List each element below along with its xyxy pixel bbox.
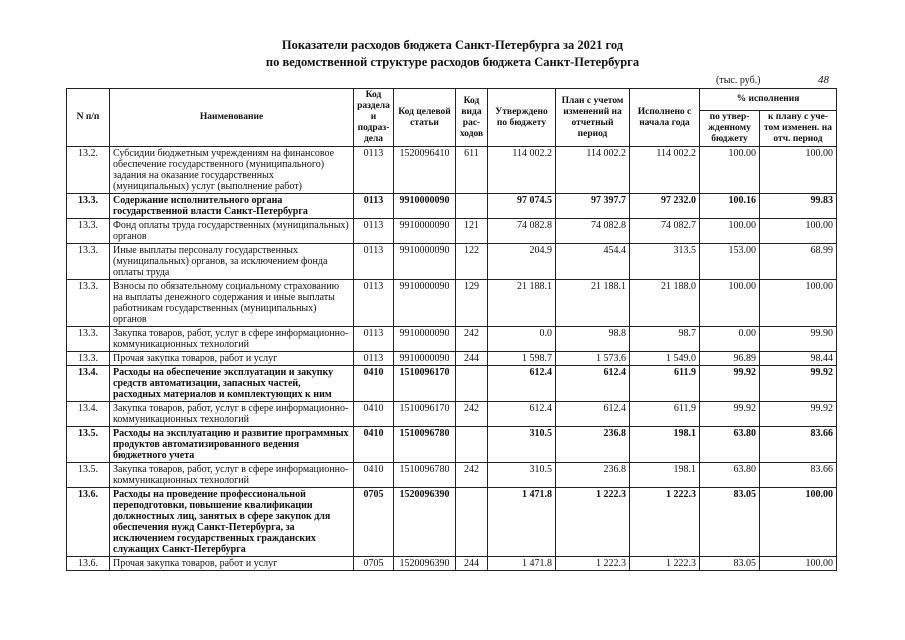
row-plan: 74 082.8 bbox=[556, 219, 630, 244]
row-type-code: 242 bbox=[456, 402, 488, 427]
row-executed: 1 222.3 bbox=[630, 488, 700, 557]
row-type-code: 129 bbox=[456, 280, 488, 327]
row-section-code: 0113 bbox=[354, 280, 394, 327]
row-type-code bbox=[456, 427, 488, 463]
row-num: 13.6. bbox=[67, 488, 110, 557]
unit-note: (тыс. руб.) bbox=[716, 75, 761, 86]
row-section-code: 0410 bbox=[354, 463, 394, 488]
table-row bbox=[67, 280, 837, 327]
row-pct-approved: 99.92 bbox=[700, 366, 760, 402]
row-target-code: 9910000090 bbox=[394, 194, 456, 219]
row-approved: 1 471.8 bbox=[488, 557, 556, 571]
row-pct-plan: 99.92 bbox=[760, 402, 837, 427]
row-name: Иные выплаты персоналу государственных (муниципальных) органов, за исключением фонда оплаты труда bbox=[110, 244, 354, 280]
row-target-code: 9910000090 bbox=[394, 219, 456, 244]
row-executed: 198.1 bbox=[630, 427, 700, 463]
row-section-code: 0113 bbox=[354, 327, 394, 352]
row-pct-plan: 83.66 bbox=[760, 463, 837, 488]
row-plan: 454.4 bbox=[556, 244, 630, 280]
row-approved: 0.0 bbox=[488, 327, 556, 352]
row-pct-approved: 100.00 bbox=[700, 219, 760, 244]
row-plan: 114 002.2 bbox=[556, 147, 630, 194]
row-pct-plan: 83.66 bbox=[760, 427, 837, 463]
row-plan: 236.8 bbox=[556, 427, 630, 463]
row-num: 13.2. bbox=[67, 147, 110, 194]
row-pct-approved: 63.80 bbox=[700, 427, 760, 463]
row-type-code: 244 bbox=[456, 557, 488, 571]
row-type-code: 242 bbox=[456, 327, 488, 352]
header-pct-plan: к плану с уче-том изменен. на отч. период bbox=[760, 111, 837, 147]
row-target-code: 1520096390 bbox=[394, 488, 456, 557]
row-name: Закупка товаров, работ, услуг в сфере информационно-коммуникационных технологий bbox=[110, 463, 354, 488]
row-executed: 74 082.7 bbox=[630, 219, 700, 244]
row-executed: 611.9 bbox=[630, 366, 700, 402]
row-executed: 21 188.0 bbox=[630, 280, 700, 327]
table-row bbox=[67, 352, 837, 366]
row-approved: 612.4 bbox=[488, 366, 556, 402]
row-target-code: 9910000090 bbox=[394, 352, 456, 366]
row-num: 13.4. bbox=[67, 366, 110, 402]
row-section-code: 0410 bbox=[354, 402, 394, 427]
row-approved: 97 074.5 bbox=[488, 194, 556, 219]
header-approved: Утверждено по бюджету bbox=[488, 89, 556, 147]
table-row bbox=[67, 327, 837, 352]
row-name: Фонд оплаты труда государственных (муниципальных) органов bbox=[110, 219, 354, 244]
table-row bbox=[67, 244, 837, 280]
row-name: Расходы на эксплуатацию и развитие программных продуктов автоматизированного ведения бюджетного учета bbox=[110, 427, 354, 463]
row-target-code: 9910000090 bbox=[394, 244, 456, 280]
row-type-code bbox=[456, 194, 488, 219]
row-plan: 97 397.7 bbox=[556, 194, 630, 219]
row-num: 13.3. bbox=[67, 244, 110, 280]
row-section-code: 0113 bbox=[354, 219, 394, 244]
row-name: Прочая закупка товаров, работ и услуг bbox=[110, 352, 354, 366]
row-executed: 97 232.0 bbox=[630, 194, 700, 219]
header-pct-group: % исполнения bbox=[700, 89, 837, 111]
row-section-code: 0705 bbox=[354, 488, 394, 557]
table-row bbox=[67, 147, 837, 194]
row-plan: 236.8 bbox=[556, 463, 630, 488]
row-executed: 1 222.3 bbox=[630, 557, 700, 571]
row-target-code: 9910000090 bbox=[394, 280, 456, 327]
row-plan: 1 222.3 bbox=[556, 557, 630, 571]
row-target-code: 1510096170 bbox=[394, 402, 456, 427]
row-section-code: 0113 bbox=[354, 194, 394, 219]
row-name: Взносы по обязательному социальному страхованию на выплаты денежного содержания и иные выплаты работникам государственных (муниципальных) органов bbox=[110, 280, 354, 327]
row-type-code: 121 bbox=[456, 219, 488, 244]
row-pct-plan: 100.00 bbox=[760, 219, 837, 244]
report-title-line-1: Показатели расходов бюджета Санкт-Петербурга за 2021 год bbox=[281, 38, 624, 52]
table-row bbox=[67, 557, 837, 571]
row-pct-plan: 99.92 bbox=[760, 366, 837, 402]
report-title-line-2: по ведомственной структуре расходов бюджета Санкт-Петербурга bbox=[265, 55, 640, 69]
row-num: 13.3. bbox=[67, 327, 110, 352]
table-row bbox=[67, 463, 837, 488]
row-plan: 1 573.6 bbox=[556, 352, 630, 366]
row-target-code: 1510096170 bbox=[394, 366, 456, 402]
row-pct-plan: 100.00 bbox=[760, 147, 837, 194]
row-pct-plan: 99.90 bbox=[760, 327, 837, 352]
row-section-code: 0113 bbox=[354, 147, 394, 194]
row-plan: 612.4 bbox=[556, 366, 630, 402]
row-pct-approved: 100.00 bbox=[700, 280, 760, 327]
row-name: Содержание исполнительного органа государственной власти Санкт-Петербурга bbox=[110, 194, 354, 219]
header-target: Код целевой статьи bbox=[394, 89, 456, 147]
header-section: Код раздела и подраз-дела bbox=[354, 89, 394, 147]
row-target-code: 9910000090 bbox=[394, 327, 456, 352]
row-executed: 98.7 bbox=[630, 327, 700, 352]
row-pct-plan: 100.00 bbox=[760, 557, 837, 571]
table-row bbox=[67, 488, 837, 557]
row-approved: 74 082.8 bbox=[488, 219, 556, 244]
row-type-code: 242 bbox=[456, 463, 488, 488]
row-num: 13.4. bbox=[67, 402, 110, 427]
expenditure-table bbox=[66, 88, 837, 571]
row-approved: 612.4 bbox=[488, 402, 556, 427]
row-target-code: 1510096780 bbox=[394, 463, 456, 488]
row-type-code: 122 bbox=[456, 244, 488, 280]
row-approved: 310.5 bbox=[488, 463, 556, 488]
row-pct-plan: 100.00 bbox=[760, 488, 837, 557]
row-approved: 204.9 bbox=[488, 244, 556, 280]
row-type-code bbox=[456, 488, 488, 557]
row-section-code: 0113 bbox=[354, 352, 394, 366]
row-section-code: 0113 bbox=[354, 244, 394, 280]
row-approved: 1 598.7 bbox=[488, 352, 556, 366]
row-type-code: 611 bbox=[456, 147, 488, 194]
row-name: Прочая закупка товаров, работ и услуг bbox=[110, 557, 354, 571]
row-num: 13.3. bbox=[67, 352, 110, 366]
row-section-code: 0410 bbox=[354, 427, 394, 463]
row-plan: 612.4 bbox=[556, 402, 630, 427]
row-pct-approved: 99.92 bbox=[700, 402, 760, 427]
row-pct-approved: 63.80 bbox=[700, 463, 760, 488]
row-plan: 21 188.1 bbox=[556, 280, 630, 327]
row-name: Закупка товаров, работ, услуг в сфере информационно-коммуникационных технологий bbox=[110, 402, 354, 427]
table-row bbox=[67, 366, 837, 402]
row-approved: 310.5 bbox=[488, 427, 556, 463]
row-target-code: 1520096410 bbox=[394, 147, 456, 194]
row-pct-plan: 68.99 bbox=[760, 244, 837, 280]
row-type-code bbox=[456, 366, 488, 402]
table-row bbox=[67, 219, 837, 244]
row-pct-plan: 99.83 bbox=[760, 194, 837, 219]
row-approved: 1 471.8 bbox=[488, 488, 556, 557]
page-number: 48 bbox=[818, 74, 829, 86]
header-num: N п/п bbox=[67, 89, 110, 147]
row-name: Субсидии бюджетным учреждениям на финансовое обеспечение государственного (муниципального) задания на оказание государственных (муниципальных) услуг (выполнение работ) bbox=[110, 147, 354, 194]
row-executed: 114 002.2 bbox=[630, 147, 700, 194]
row-pct-approved: 96.89 bbox=[700, 352, 760, 366]
table-row bbox=[67, 194, 837, 219]
row-name: Закупка товаров, работ, услуг в сфере информационно-коммуникационных технологий bbox=[110, 327, 354, 352]
header-executed: Исполнено с начала года bbox=[630, 89, 700, 147]
header-type: Код вида рас-ходов bbox=[456, 89, 488, 147]
row-pct-approved: 83.05 bbox=[700, 488, 760, 557]
row-pct-approved: 100.00 bbox=[700, 147, 760, 194]
row-num: 13.3. bbox=[67, 280, 110, 327]
row-name: Расходы на обеспечение эксплуатации и закупку средств автоматизации, запасных частей, расходных материалов и комплектующих к ним bbox=[110, 366, 354, 402]
row-num: 13.5. bbox=[67, 427, 110, 463]
row-executed: 611.9 bbox=[630, 402, 700, 427]
row-pct-approved: 0.00 bbox=[700, 327, 760, 352]
row-pct-approved: 100.16 bbox=[700, 194, 760, 219]
row-section-code: 0705 bbox=[354, 557, 394, 571]
row-pct-approved: 153.00 bbox=[700, 244, 760, 280]
row-executed: 313.5 bbox=[630, 244, 700, 280]
row-pct-plan: 98.44 bbox=[760, 352, 837, 366]
header-pct-approved: по утвер-жденному бюджету bbox=[700, 111, 760, 147]
row-plan: 98.8 bbox=[556, 327, 630, 352]
row-num: 13.3. bbox=[67, 194, 110, 219]
row-num: 13.3. bbox=[67, 219, 110, 244]
row-executed: 1 549.0 bbox=[630, 352, 700, 366]
table-row bbox=[67, 402, 837, 427]
row-pct-plan: 100.00 bbox=[760, 280, 837, 327]
row-num: 13.6. bbox=[67, 557, 110, 571]
row-plan: 1 222.3 bbox=[556, 488, 630, 557]
row-pct-approved: 83.05 bbox=[700, 557, 760, 571]
header-name: Наименование bbox=[110, 89, 354, 147]
row-target-code: 1520096390 bbox=[394, 557, 456, 571]
row-section-code: 0410 bbox=[354, 366, 394, 402]
row-target-code: 1510096780 bbox=[394, 427, 456, 463]
row-approved: 114 002.2 bbox=[488, 147, 556, 194]
row-name: Расходы на проведение профессиональной переподготовки, повышение квалификации должностных лиц, занятых в сфере закупок для обеспечения нужд Санкт-Петербурга, за исключением государственных гражданских служащих Санкт-Петербурга bbox=[110, 488, 354, 557]
row-num: 13.5. bbox=[67, 463, 110, 488]
row-type-code: 244 bbox=[456, 352, 488, 366]
header-plan: План с учетом изменений на отчетный период bbox=[556, 89, 630, 147]
row-approved: 21 188.1 bbox=[488, 280, 556, 327]
table-row bbox=[67, 427, 837, 463]
row-executed: 198.1 bbox=[630, 463, 700, 488]
